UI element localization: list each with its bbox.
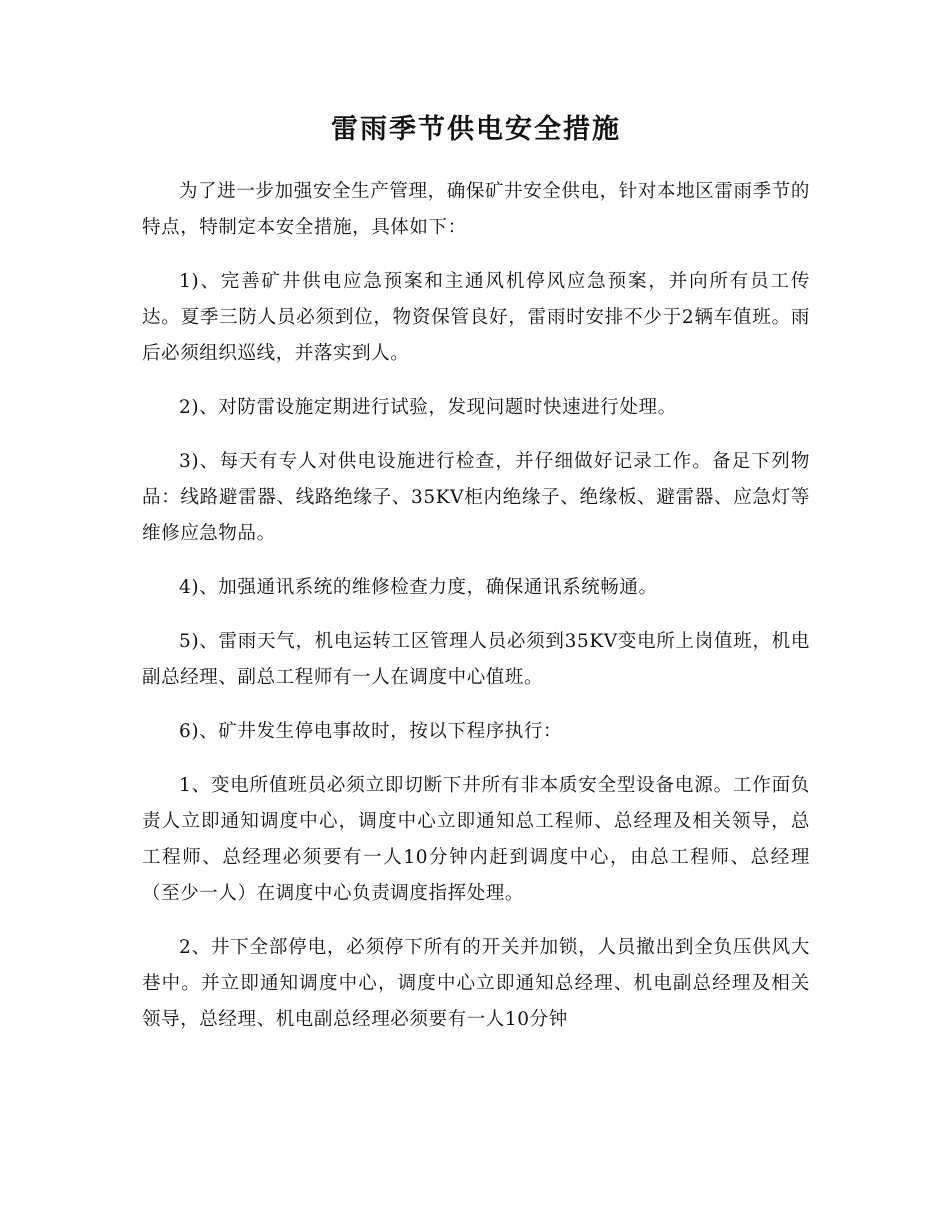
paragraph-item-1: 1)、完善矿井供电应急预案和主通风机停风应急预案，并向所有员工传达。夏季三防人员必须到位，物资保管良好，雷雨时安排不少于2辆车值班。雨后必须组织巡线，并落实到人。	[142, 271, 810, 364]
paragraph-item-4: 4)、加强通讯系统的维修检查力度，确保通讯系统畅通。	[179, 577, 658, 598]
paragraph-step-1: 1、变电所值班员必须立即切断下井所有非本质安全型设备电源。工作面负责人立即通知调度中心，调度中心立即通知总工程师、总经理及相关领导，总工程师、总经理必须要有一人10分钟内赶到调度中心，由总工程师、总经理（至少一人）在调度中心负责调度指挥处理。	[142, 775, 810, 904]
paragraph-item-5: 5)、雷雨天气，机电运转工区管理人员必须到35KV变电所上岗值班，机电副总经理、副总工程师有一人在调度中心值班。	[142, 631, 810, 688]
document-title: 雷雨季节供电安全措施	[331, 114, 621, 145]
paragraph-item-2: 2)、对防雷设施定期进行试验，发现问题时快速进行处理。	[179, 397, 677, 418]
paragraph-item-3: 3)、每天有专人对供电设施进行检查，并仔细做好记录工作。备足下列物品：线路避雷器、线路绝缘子、35KV柜内绝缘子、绝缘板、避雷器、应急灯等维修应急物品。	[142, 451, 810, 544]
paragraph-item-6: 6)、矿井发生停电事故时，按以下程序执行：	[179, 721, 563, 742]
paragraph-intro: 为了进一步加强安全生产管理，确保矿井安全供电，针对本地区雷雨季节的特点，特制定本安全措施，具体如下：	[142, 181, 810, 238]
paragraph-step-2: 2、井下全部停电，必须停下所有的开关并加锁，人员撤出到全负压供风大巷中。并立即通知调度中心，调度中心立即通知总经理、机电副总经理及相关领导，总经理、机电副总经理必须要有一人10分钟	[142, 937, 810, 1030]
document-page	[142, 112, 810, 1056]
